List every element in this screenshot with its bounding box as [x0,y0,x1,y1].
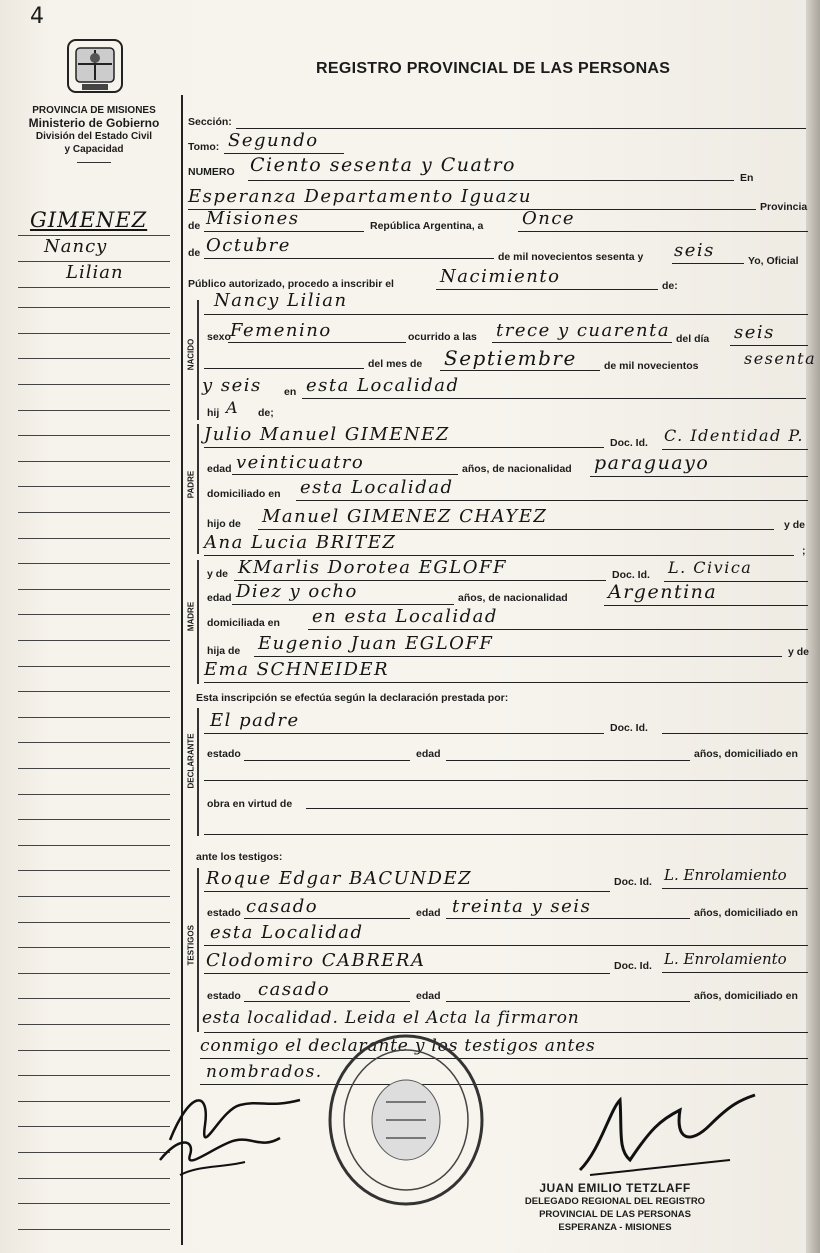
year-value: seis [674,240,715,261]
madre-domiciliada-label: domiciliada en [207,617,280,629]
anio-value-2: y seis [202,375,262,396]
testigo1-estado-value: casado [246,896,319,917]
padre-mother-value: Ana Lucia BRITEZ [204,532,397,553]
divider [77,162,111,163]
padre-edad-label: edad [207,463,232,475]
de-semicolon-label: de; [258,407,274,419]
province-label: PROVINCIA DE MISIONES [32,105,156,116]
declarante-edad-label: edad [416,748,441,760]
testigo2-estado-label: estado [207,990,241,1002]
month-value: Octubre [206,235,291,256]
madre-edad-label: edad [207,592,232,604]
testigo1-name: Roque Edgar BACUNDEZ [206,868,473,889]
ministry-label: Ministerio de Gobierno [28,116,160,130]
hij-value: A [226,398,240,417]
obra-label: obra en virtud de [207,798,293,810]
anio-value: sesenta [744,349,817,368]
page-title: REGISTRO PROVINCIAL DE LAS PERSONAS [316,60,671,77]
madre-doc-label: Doc. Id. [612,569,650,581]
testigo2-anios-label: años, domiciliado en [694,990,798,1002]
officer-place: ESPERANZA - MISIONES [558,1222,672,1233]
madre-father-value: Eugenio Juan EGLOFF [258,633,494,654]
testigo1-dom-value: esta Localidad [210,922,364,943]
testigo2-name: Clodomiro CABRERA [206,950,426,971]
testigo2-doc-label: Doc. Id. [614,960,652,972]
sexo-label: sexo [207,331,231,343]
del-mes-label: del mes de [368,358,423,370]
lugar-value: esta Localidad [306,375,460,396]
testigo1-doc-label: Doc. Id. [614,876,652,888]
testigo1-edad-label: edad [416,907,441,919]
margin-surname: GIMENEZ [30,208,148,232]
birth-certificate-page: 4 PROVINCIA DE MISIONES Ministerio de Gobierno División del Estado Civil y Capacidad REGISTRO PROVINCIAL DE LAS PERSONAS GIMENEZ Nancy Lilian Sección: Tomo: Segundo NUMERO Ciento sesenta y Cuatro En Esperanza Departamento Iguazu Provincia de Misiones República Argentina, a Once de Octubre de mil novecientos sesenta y seis Yo, Oficial Público autorizado, procedo a inscribir el Nacimiento de: NACIDO Nancy Lilian sexo Femenino ocurrido a las trece y cuarenta del día seis del mes de Septiembre de mil novecientos sesenta y seis en esta Localidad hij A de; PADRE Julio Manuel GIMENEZ Doc. Id. C. Identidad P. edad veinticuatro años, de nacionalidad paraguayo domiciliado en esta Localidad hijo de Manuel GIMENEZ CHAYEZ y de Ana Lucia BRITEZ ; MADRE y de KMarlis Dorotea EGLOFF Doc. Id. L. Civica edad Diez y ocho años, de nacionalidad Argentina domiciliada en en esta Localidad hija de Eugenio Juan EGLOFF y de Ema SCHNEIDER Esta inscripción se efectúa según la declaración prestada por: DECLARANTE El padre Doc. Id. estado edad años, domiciliado en obra en virtud de ante los testigos: TESTIGOS Roque Edgar BACUNDEZ Doc. Id. L. Enrolamiento estado casado edad treinta y seis años, domiciliado en esta Localidad Clodomiro CABRERA Doc. Id. L. Enrolamiento estado casado edad años, domiciliado en esta localidad. Leida el Acta la firmaron conmigo el declarante y los testigos antes nombrados. JUAN EMILIO TETZLAFF DELEGADO REGIONAL DEL REGISTRO PROVINCIAL DE LAS PERSONAS ESPERANZA - MISIONES [0,0,820,1253]
numero-value: Ciento sesenta y Cuatro [250,154,516,176]
provincia-value: Misiones [206,208,300,229]
tomo-value: Segundo [228,130,319,151]
oficial-label: Yo, Oficial [748,255,799,267]
testigo2-edad-label: edad [416,990,441,1002]
testigo1-anios-label: años, domiciliado en [694,907,798,919]
officer-role: DELEGADO REGIONAL DEL REGISTRO [524,1196,706,1207]
declarante-estado-label: estado [207,748,241,760]
semicolon: ; [802,545,806,557]
margin-given-name-2: Lilian [66,262,124,283]
page-edge [806,0,820,1253]
mes-value: Septiembre [444,346,577,370]
declarante-intro: Esta inscripción se efectúa según la declaración prestada por: [196,692,509,704]
republica-label: República Argentina, a [370,220,484,232]
publico-label: Público autorizado, procedo a inscribir el [188,278,394,290]
testigo2-doc-value: L. Enrolamiento [664,950,787,968]
padre-y-de-label: y de [784,519,806,531]
margin-rule [181,95,183,1245]
padre-hijo-de-label: hijo de [207,518,241,530]
madre-mother-value: Ema SCHNEIDER [204,659,390,680]
tomo-label: Tomo: [188,141,220,153]
padre-domiciliado-label: domiciliado en [207,488,281,500]
madre-doc-value: L. Civica [668,558,753,577]
de-label-2: de [188,247,201,259]
sexo-value: Femenino [230,320,332,341]
closing-line-2: nombrados. [206,1062,323,1082]
dia-value: seis [734,322,775,343]
officer-block [490,1182,740,1234]
testigo1-edad-value: treinta y seis [452,896,592,917]
madre-name: KMarlis Dorotea EGLOFF [238,557,507,578]
madre-anios-label: años, de nacionalidad [458,592,568,604]
testigo1-estado-label: estado [207,907,241,919]
closing-line-1: conmigo el declarante y los testigos antes [200,1036,596,1056]
de-colon-label: de: [662,280,678,292]
place-value: Esperanza Departamento Iguazu [188,186,532,207]
testigos-intro: ante los testigos: [196,851,283,863]
provincia-label: Provincia [760,201,808,213]
padre-domicilio-value: esta Localidad [300,477,454,498]
officer-office: PROVINCIAL DE LAS PERSONAS [539,1209,691,1220]
seccion-label: Sección: [188,116,232,128]
official-stamp [326,1032,486,1208]
ocurrido-label: ocurrido a las [408,331,477,343]
acto-value: Nacimiento [440,266,561,287]
madre-y-de-label: y de [207,568,229,580]
day-value: Once [522,208,576,229]
madre-domicilio-value: en esta Localidad [312,606,498,627]
capacity-label: y Capacidad [64,144,124,155]
margin-given-name-1: Nancy [44,236,108,257]
padre-anios-label: años, de nacionalidad [462,463,572,475]
padre-doc-label: Doc. Id. [610,437,648,449]
en-label-nacido: en [284,386,297,398]
declarante-name: El padre [210,710,300,731]
madre-y-de-label-2: y de [788,646,810,658]
nacido-name: Nancy Lilian [214,290,348,311]
testigo1-doc-value: L. Enrolamiento [664,866,787,884]
division-label: División del Estado Civil [35,131,153,142]
year-label: de mil novecientos sesenta y [498,251,644,263]
page-number: 4 [30,4,44,29]
hora-value: trece y cuarenta [496,320,671,341]
coat-of-arms-seal [66,36,124,96]
declarante-doc-label: Doc. Id. [610,722,648,734]
issuing-authority [8,104,180,163]
padre-name: Julio Manuel GIMENEZ [204,424,450,445]
padre-father-value: Manuel GIMENEZ CHAYEZ [262,506,548,527]
hij-label: hij [207,407,220,419]
padre-doc-value: C. Identidad P. [664,426,804,445]
del-dia-label: del día [676,333,710,345]
officer-signature [560,1090,760,1180]
padre-edad-value: veinticuatro [236,452,365,473]
padre-nacionalidad-value: paraguayo [594,452,710,474]
de-label: de [188,220,201,232]
testigo2-dom-value: esta localidad. Leida el Acta la firmaron [202,1008,580,1028]
de-mil-label: de mil novecientos [604,360,699,372]
officer-name: JUAN EMILIO TETZLAFF [539,1181,691,1195]
numero-label: NUMERO [188,166,235,178]
testigo2-estado-value: casado [258,979,331,1000]
madre-hija-de-label: hija de [207,645,241,657]
declarante-anios-label: años, domiciliado en [694,748,798,760]
en-label: En [740,172,754,184]
madre-edad-value: Diez y ocho [236,581,358,602]
madre-nacionalidad-value: Argentina [608,581,718,603]
witness-signatures [150,1080,320,1180]
